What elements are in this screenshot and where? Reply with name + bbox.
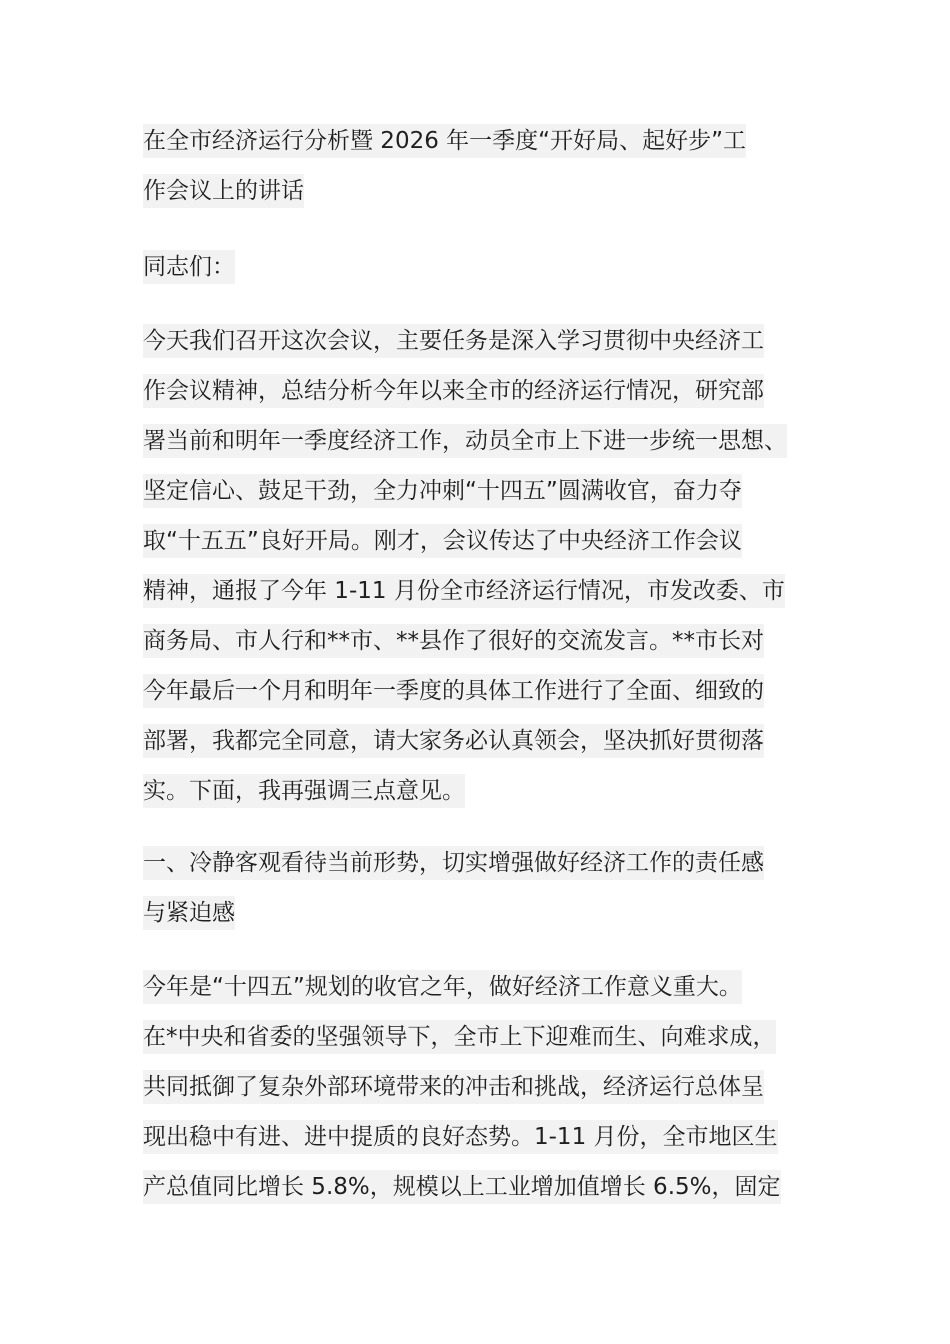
paragraph-line: 署当前和明年一季度经济工作，动员全市上下进一步统一思想、 [143,416,787,466]
paragraph-line: 商务局、市人行和**市、**县作了很好的交流发言。**市长对 [143,616,787,666]
paragraph-section-1 [143,962,781,1212]
paragraph-line: 在*中央和省委的坚强领导下，全市上下迎难而生、向难求成， [143,1012,781,1062]
title-line: 作会议上的讲话 [143,166,746,216]
paragraph-line: 今天我们召开这次会议，主要任务是深入学习贯彻中央经济工 [143,316,787,366]
paragraph-line: 共同抵御了复杂外部环境带来的冲击和挑战，经济运行总体呈 [143,1062,781,1112]
salutation-line: 同志们： [143,242,235,292]
document-title [143,116,746,216]
paragraph-intro [143,316,787,816]
title-line: 在全市经济运行分析暨 2026 年一季度“开好局、起好步”工 [143,116,746,166]
paragraph-line: 精神，通报了今年 1-11 月份全市经济运行情况，市发改委、市 [143,566,787,616]
paragraph-line: 现出稳中有进、进中提质的良好态势。1-11 月份，全市地区生 [143,1112,781,1162]
paragraph-line: 实。下面，我再强调三点意见。 [143,766,787,816]
paragraph-line: 产总值同比增长 5.8%，规模以上工业增加值增长 6.5%，固定 [143,1162,781,1212]
paragraph-line: 取“十五五”良好开局。刚才，会议传达了中央经济工作会议 [143,516,787,566]
paragraph-line: 今年是“十四五”规划的收官之年，做好经济工作意义重大。 [143,962,781,1012]
paragraph-line: 坚定信心、鼓足干劲，全力冲刺“十四五”圆满收官，奋力夺 [143,466,787,516]
paragraph-line: 今年最后一个月和明年一季度的具体工作进行了全面、细致的 [143,666,787,716]
section-heading-1 [143,838,764,938]
paragraph-line: 作会议精神，总结分析今年以来全市的经济运行情况，研究部 [143,366,787,416]
heading-line: 一、冷静客观看待当前形势，切实增强做好经济工作的责任感 [143,838,764,888]
heading-line: 与紧迫感 [143,888,764,938]
salutation [143,242,235,292]
paragraph-line: 部署，我都完全同意，请大家务必认真领会，坚决抓好贯彻落 [143,716,787,766]
